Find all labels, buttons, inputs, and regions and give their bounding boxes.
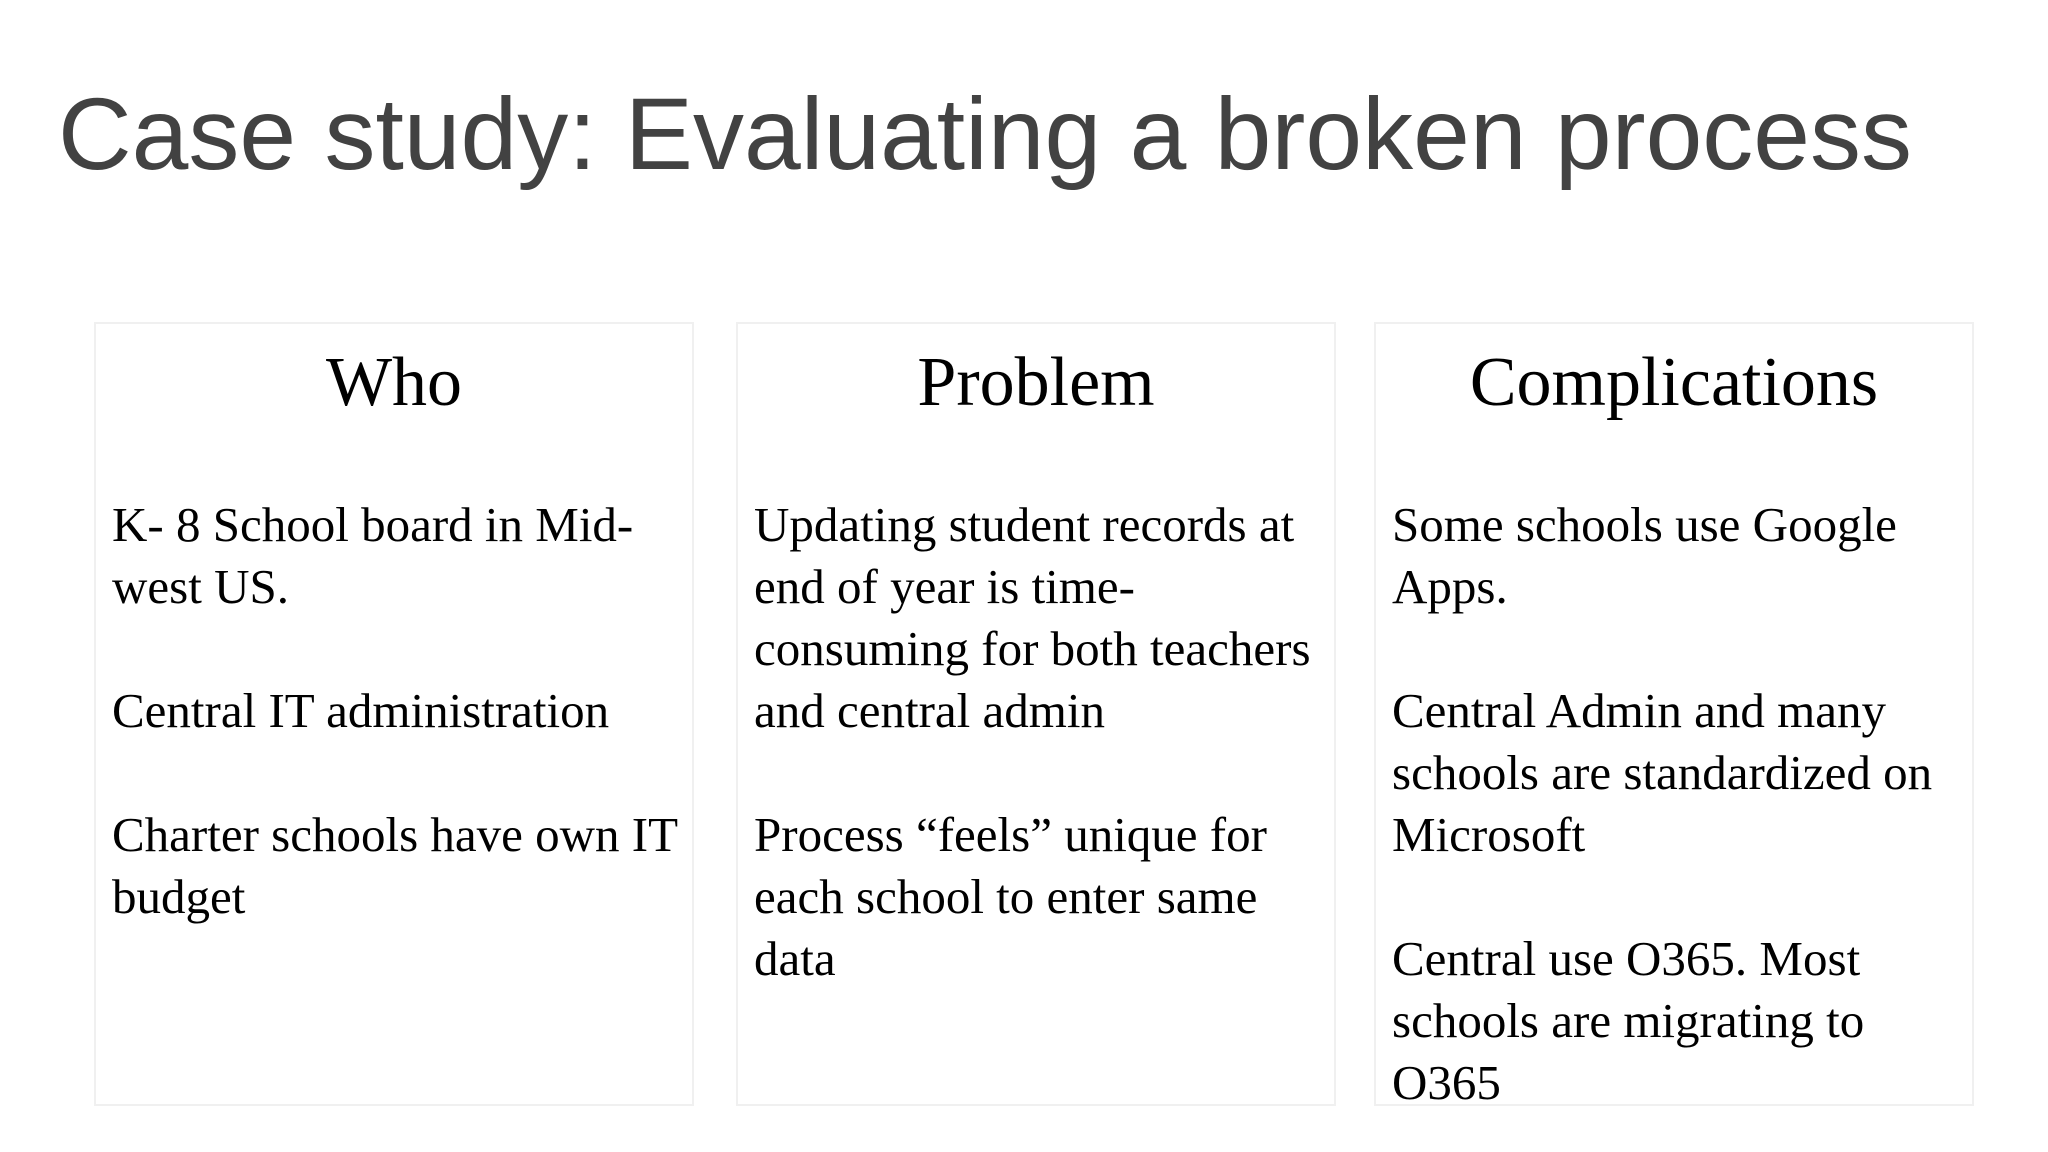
who-paragraph-charter-schools: Charter schools have own IT budget bbox=[112, 807, 678, 924]
who-body bbox=[112, 494, 684, 928]
problem-heading: Problem bbox=[917, 344, 1155, 421]
complications-body bbox=[1392, 494, 1964, 1114]
complications-panel bbox=[1374, 322, 1974, 1110]
problem-paragraph-process-feels-unique: Process “feels” unique for each school to enter same data bbox=[754, 807, 1267, 986]
problem-panel bbox=[736, 322, 1336, 1106]
problem-paragraph-updating-records: Updating student records at end of year is time-consuming for both teachers and central admin bbox=[754, 497, 1311, 738]
who-paragraph-central-it: Central IT administration bbox=[112, 683, 610, 738]
slide-title: Case study: Evaluating a broken process bbox=[58, 77, 1913, 191]
complications-paragraph-google-apps: Some schools use Google Apps. bbox=[1392, 497, 1897, 614]
who-paragraph-school-board: K- 8 School board in Mid-west US. bbox=[112, 497, 634, 614]
complications-paragraph-microsoft: Central Admin and many schools are standardized on Microsoft bbox=[1392, 683, 1933, 862]
problem-body bbox=[754, 494, 1326, 990]
who-panel bbox=[94, 322, 694, 1106]
complications-paragraph-o365: Central use O365. Most schools are migrating to O365 bbox=[1392, 931, 1865, 1110]
who-heading: Who bbox=[325, 344, 463, 421]
complications-heading: Complications bbox=[1469, 344, 1879, 421]
